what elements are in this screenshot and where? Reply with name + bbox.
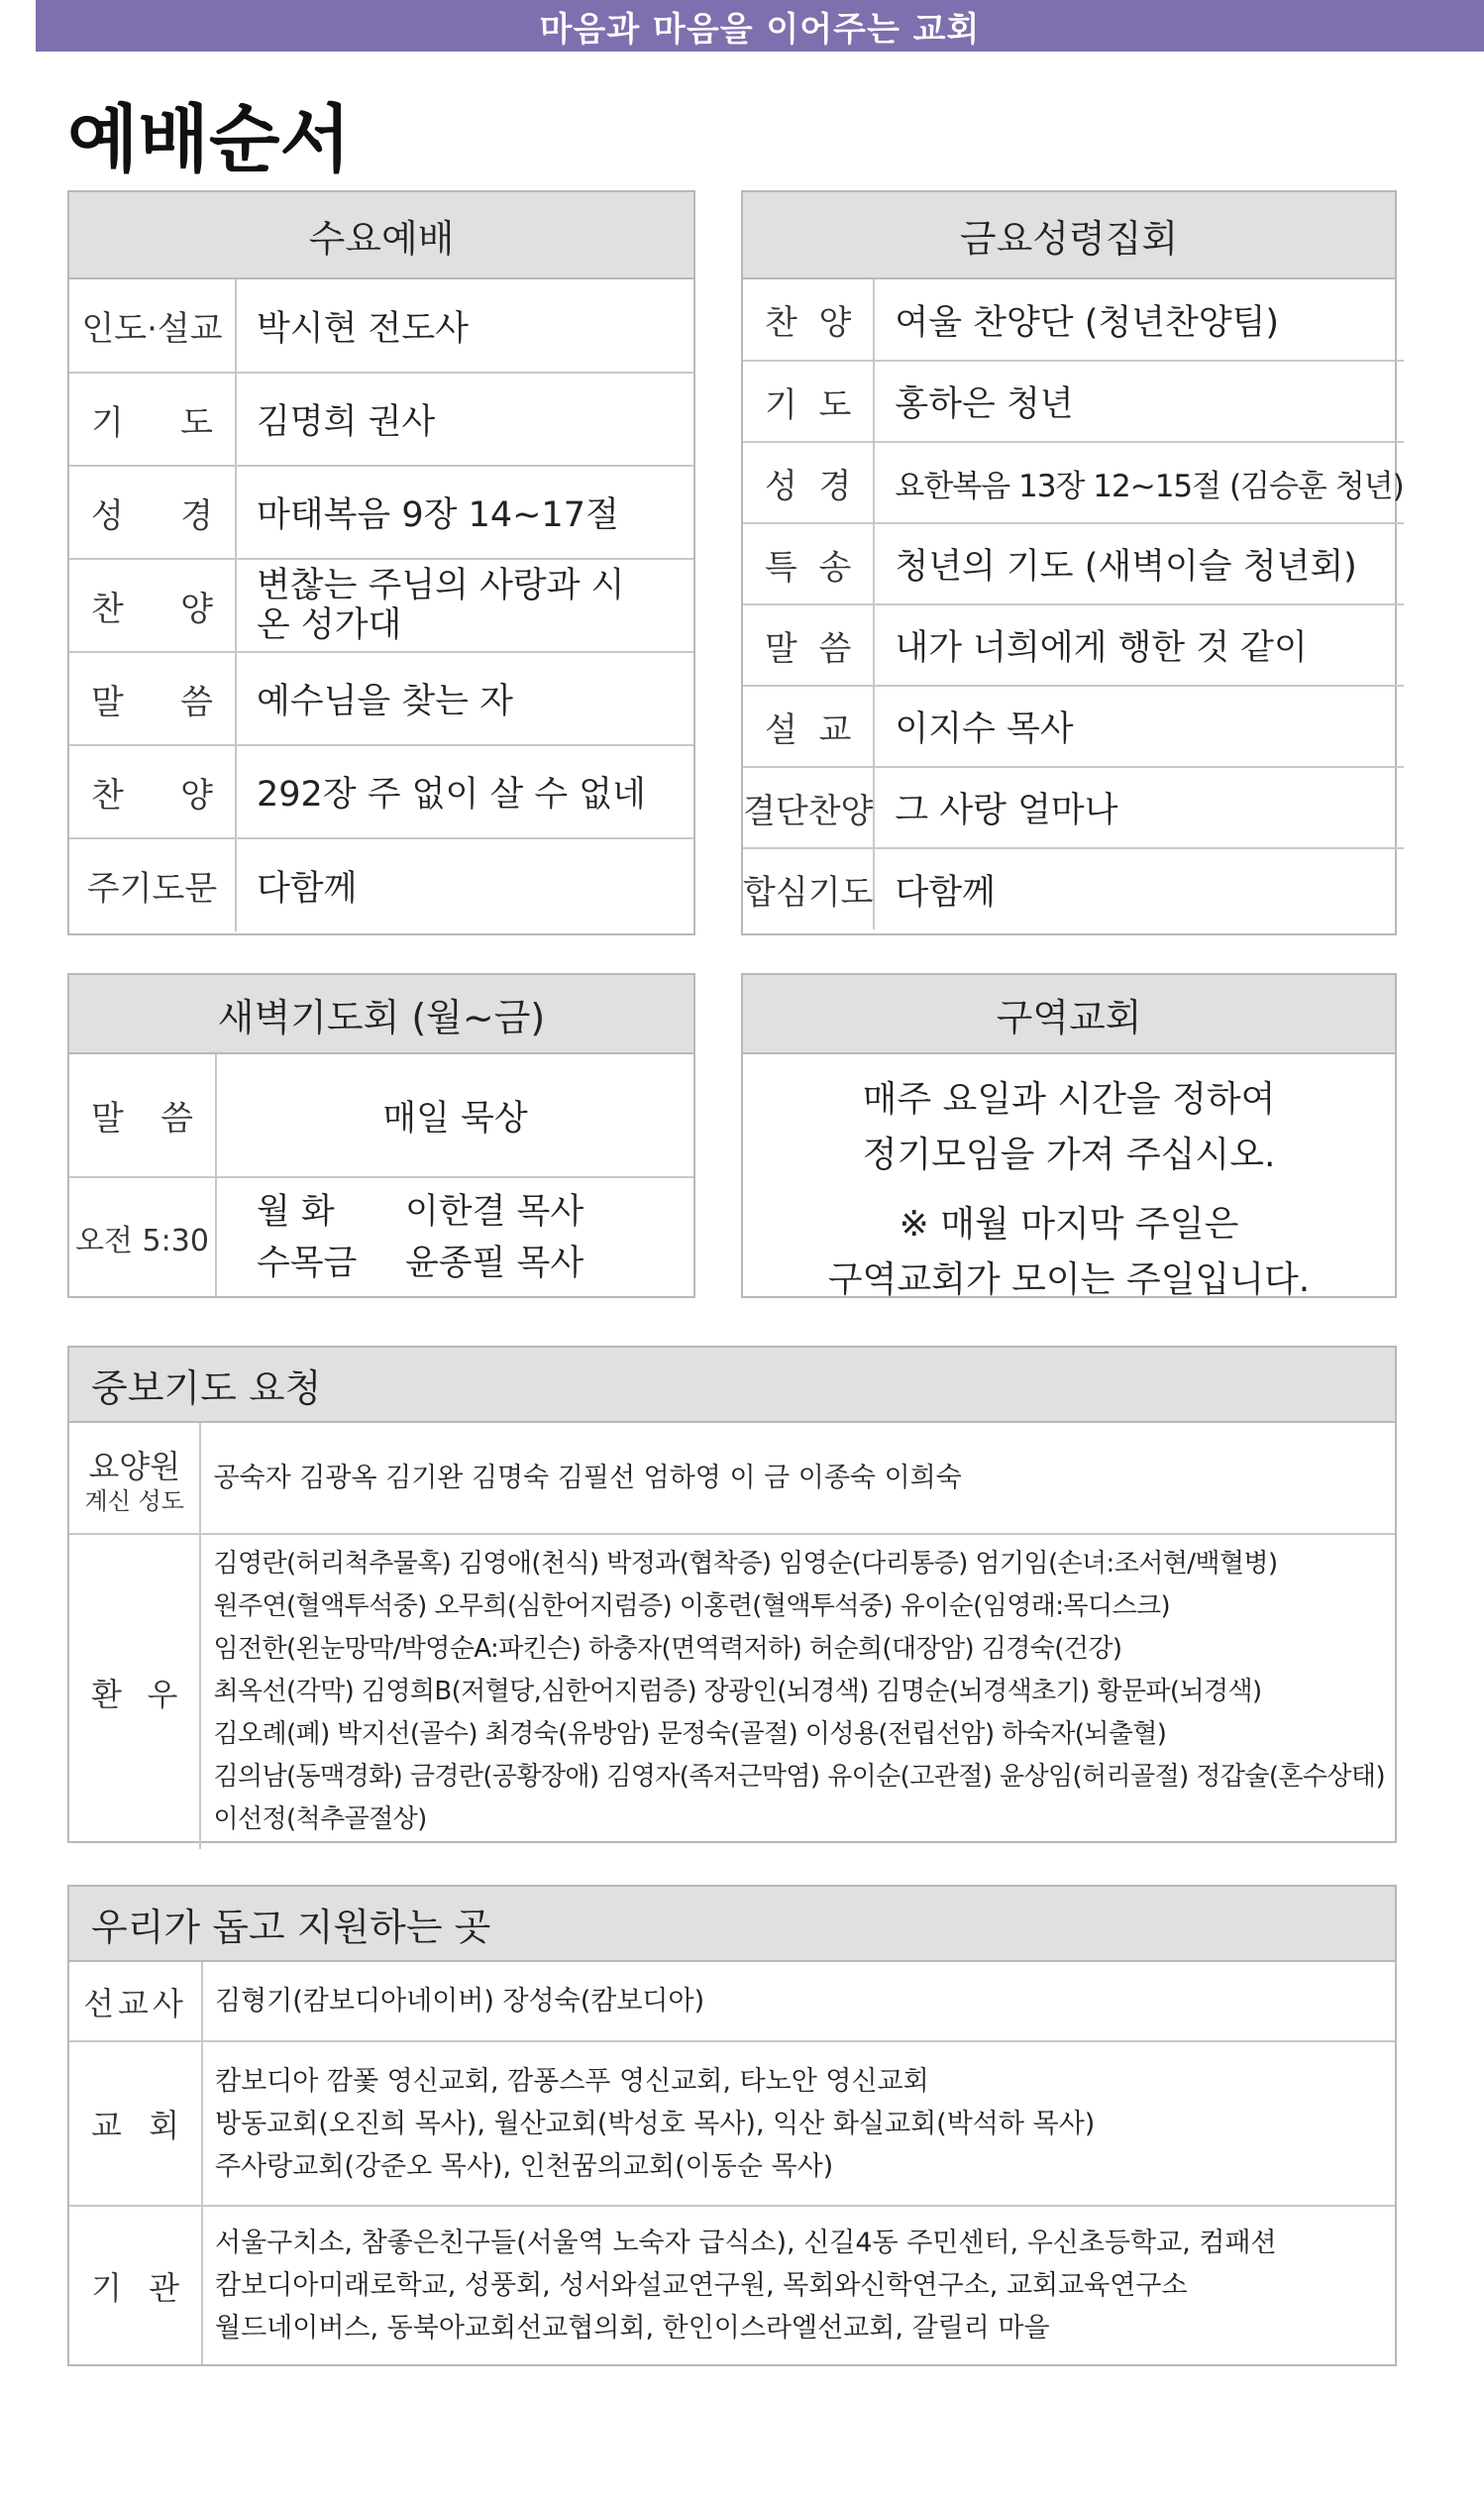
nursing-home-label — [69, 1423, 200, 1534]
label-char: 성 — [765, 466, 797, 506]
top-banner: 마음과 마음을 이어주는 교회 — [36, 0, 1484, 52]
support-box — [67, 1885, 1397, 2366]
district-line: 정기모임을 가져 주십시오. — [862, 1135, 1276, 1175]
district-church-header: 구역교회 — [743, 975, 1395, 1054]
wednesday-service-box — [67, 190, 695, 935]
order-row — [743, 686, 1404, 767]
intercessory-prayer-box — [67, 1346, 1397, 1843]
order-label — [69, 745, 236, 838]
label-char: 기 — [91, 402, 124, 443]
order-label — [743, 279, 874, 361]
order-label — [69, 373, 236, 466]
dawn-days: 수목금 — [257, 1243, 358, 1283]
dawn-days: 월 화 — [257, 1191, 335, 1232]
order-value: 292장 주 없이 살 수 없네 — [236, 745, 693, 838]
label-char: 설 — [765, 709, 797, 750]
church-line: 주사랑교회(강준오 목사), 인천꿈의교회(이동순 목사) — [215, 2150, 834, 2182]
order-label — [743, 686, 874, 767]
label-char: 말 — [91, 682, 124, 722]
order-row — [743, 767, 1404, 848]
church-line: 캄보디아 깜퐃 영신교회, 깜퐁스푸 영신교회, 타노안 영신교회 — [215, 2065, 929, 2097]
label-char: 찬 — [765, 303, 797, 343]
order-row — [69, 373, 693, 466]
district-church-box — [741, 973, 1397, 1298]
label-char: 기 — [91, 2268, 122, 2307]
patients-line: 김영란(허리척추물혹) 김영애(천식) 박정과(협착증) 임영순(다리통증) 엄기임(손녀:조서현/백혈병) — [213, 1549, 1278, 1579]
org-list — [202, 2206, 1395, 2364]
church-list — [202, 2041, 1395, 2206]
friday-service-box — [741, 190, 1404, 935]
dawn-row — [69, 1177, 693, 1296]
prayer-row — [69, 1423, 1395, 1534]
org-line: 서울구치소, 참좋은친구들(서울역 노숙자 급식소), 신길4동 주민센터, 우신초등학교, 컴패션 — [215, 2228, 1277, 2258]
label-char: 관 — [149, 2268, 179, 2307]
dawn-leader: 이한결 목사 — [405, 1191, 584, 1232]
order-row — [743, 523, 1404, 604]
order-row — [69, 279, 693, 373]
friday-service-header: 금요성령집회 — [743, 192, 1395, 279]
order-value: 청년의 기도 (새벽이슬 청년회) — [874, 523, 1403, 604]
order-value: 내가 너희에게 행한 것 같이 — [874, 604, 1403, 686]
label-char: 환 — [91, 1675, 122, 1713]
nursing-home-title: 요양원 — [88, 1447, 181, 1485]
order-row — [69, 838, 693, 931]
district-line: 매주 요일과 시간을 정하여 — [862, 1079, 1276, 1120]
label-char: 경 — [818, 466, 852, 506]
wednesday-order-table — [69, 279, 693, 931]
district-note: 구역교회가 모이는 주일입니다. — [827, 1259, 1311, 1300]
label-char: 양 — [180, 775, 213, 816]
patients-line: 원주연(혈액투석중) 오무희(심한어지럼증) 이홍련(혈액투석중) 유이순(임영래:목디스크) — [213, 1591, 1171, 1621]
order-label — [743, 361, 874, 442]
patients-line: 임전한(왼눈망막/박영순A:파킨슨) 하충자(면역력저하) 허순희(대장암) 김경숙(건강) — [213, 1634, 1122, 1664]
support-row — [69, 2041, 1395, 2206]
order-label — [743, 523, 874, 604]
order-row — [743, 848, 1404, 929]
order-row — [69, 466, 693, 559]
friday-order-table — [743, 279, 1404, 929]
label-char: 경 — [180, 495, 213, 536]
order-value: 요한복음 13장 12~15절 (김승훈 청년) — [874, 442, 1403, 523]
label-char: 우 — [147, 1675, 178, 1713]
patients-line: 최옥선(각막) 김영희B(저혈당,심한어지럼증) 장광인(뇌경색) 김명순(뇌경색초기) 황문파(뇌경색) — [213, 1677, 1262, 1706]
prayer-row — [69, 1534, 1395, 1849]
page-title: 예배순서 — [67, 97, 351, 182]
dawn-time-label: 오전 5:30 — [69, 1177, 216, 1296]
dawn-word-value: 매일 묵상 — [382, 1098, 528, 1139]
label-char: 교 — [818, 709, 852, 750]
order-row — [743, 361, 1404, 442]
support-header: 우리가 돕고 지원하는 곳 — [69, 1887, 1395, 1962]
dawn-leader: 윤종필 목사 — [405, 1243, 584, 1283]
label-char: 찬 — [91, 589, 124, 629]
dawn-schedule — [216, 1177, 693, 1296]
order-row — [743, 604, 1404, 686]
patients-label — [69, 1534, 200, 1849]
label-char: 씀 — [818, 628, 852, 669]
dawn-line — [257, 1238, 693, 1289]
order-value: 마태복음 9장 14~17절 — [236, 466, 693, 559]
order-row — [69, 652, 693, 745]
label-char: 씀 — [160, 1099, 193, 1139]
dawn-word-label — [69, 1054, 216, 1177]
label-char: 말 — [765, 628, 797, 669]
dawn-line — [257, 1186, 693, 1238]
church-label — [69, 2041, 202, 2206]
org-line: 캄보디아미래로학교, 성풍회, 성서와설교연구원, 목회와신학연구소, 교회교육연구소 — [215, 2270, 1188, 2301]
order-value: 김명희 권사 — [236, 373, 693, 466]
intercessory-prayer-table — [69, 1423, 1395, 1849]
order-value: 예수님을 찾는 자 — [236, 652, 693, 745]
district-church-body — [743, 1054, 1395, 1308]
order-value: 홍하은 청년 — [874, 361, 1403, 442]
order-label — [69, 466, 236, 559]
support-row — [69, 2206, 1395, 2364]
label-char: 씀 — [180, 682, 213, 722]
dawn-row — [69, 1054, 693, 1177]
patients-line: 이선정(척추골절상) — [213, 1804, 427, 1834]
order-label: 인도·설교 — [69, 279, 236, 373]
district-note: ※ 매월 마지막 주일은 — [899, 1204, 1239, 1245]
order-label — [69, 652, 236, 745]
missionary-label: 선교사 — [69, 1962, 202, 2041]
order-row — [69, 559, 693, 652]
label-char: 회 — [149, 2107, 179, 2144]
dawn-prayer-box — [67, 973, 695, 1298]
nursing-home-sub: 계신 성도 — [84, 1486, 184, 1515]
org-label — [69, 2206, 202, 2364]
order-label — [69, 559, 236, 652]
patients-list — [200, 1534, 1395, 1849]
order-label — [743, 604, 874, 686]
missionary-value: 김형기(캄보디아네이버) 장성숙(캄보디아) — [215, 1986, 705, 2016]
label-char: 도 — [180, 402, 213, 443]
order-value: 박시현 전도사 — [257, 308, 469, 349]
label-char: 양 — [818, 303, 852, 343]
label-char: 양 — [180, 589, 213, 629]
order-row — [743, 279, 1404, 361]
order-row — [743, 442, 1404, 523]
label-char: 송 — [818, 547, 852, 588]
dawn-prayer-header: 새벽기도회 (월~금) — [69, 975, 693, 1054]
order-value: 다함께 — [236, 838, 693, 931]
order-label — [743, 442, 874, 523]
order-value: 여울 찬양단 (청년찬양팀) — [895, 302, 1280, 343]
order-row — [69, 745, 693, 838]
label-char: 교 — [91, 2107, 122, 2144]
intercessory-prayer-header: 중보기도 요청 — [69, 1348, 1395, 1423]
order-value: 이지수 목사 — [874, 686, 1403, 767]
label-char: 도 — [818, 384, 852, 425]
order-label: 합심기도 — [743, 848, 874, 929]
label-char: 찬 — [91, 775, 124, 816]
order-label: 결단찬양 — [743, 767, 874, 848]
patients-line: 김오례(폐) 박지선(골수) 최경숙(유방암) 문정숙(골절) 이성용(전립선암) 하숙자(뇌출혈) — [213, 1719, 1167, 1749]
support-row — [69, 1962, 1395, 2041]
dawn-prayer-table — [69, 1054, 693, 1296]
church-line: 방동교회(오진희 목사), 월산교회(박성호 목사), 익산 화실교회(박석하 목사) — [215, 2108, 1096, 2139]
label-char: 말 — [91, 1099, 124, 1139]
label-char: 성 — [91, 495, 124, 536]
nursing-home-names: 공숙자 김광옥 김기완 김명숙 김필선 엄하영 이 금 이종숙 이희숙 — [213, 1463, 962, 1493]
wednesday-service-header: 수요예배 — [69, 192, 693, 279]
order-value: 변찮는 주님의 사랑과 시온 성가대 — [236, 559, 693, 652]
patients-line: 김의남(동맥경화) 금경란(공황장애) 김영자(족저근막염) 유이순(고관절) 윤상임(허리골절) 정갑술(혼수상태) — [213, 1762, 1385, 1792]
label-char: 기 — [765, 384, 797, 425]
label-char: 특 — [765, 547, 797, 588]
org-line: 월드네이버스, 동북아교회선교협의회, 한인이스라엘선교회, 갈릴리 마을 — [215, 2313, 1050, 2343]
order-label: 주기도문 — [69, 838, 236, 931]
order-value: 그 사랑 얼마나 — [874, 767, 1403, 848]
support-table — [69, 1962, 1395, 2364]
order-value: 다함께 — [874, 848, 1403, 929]
